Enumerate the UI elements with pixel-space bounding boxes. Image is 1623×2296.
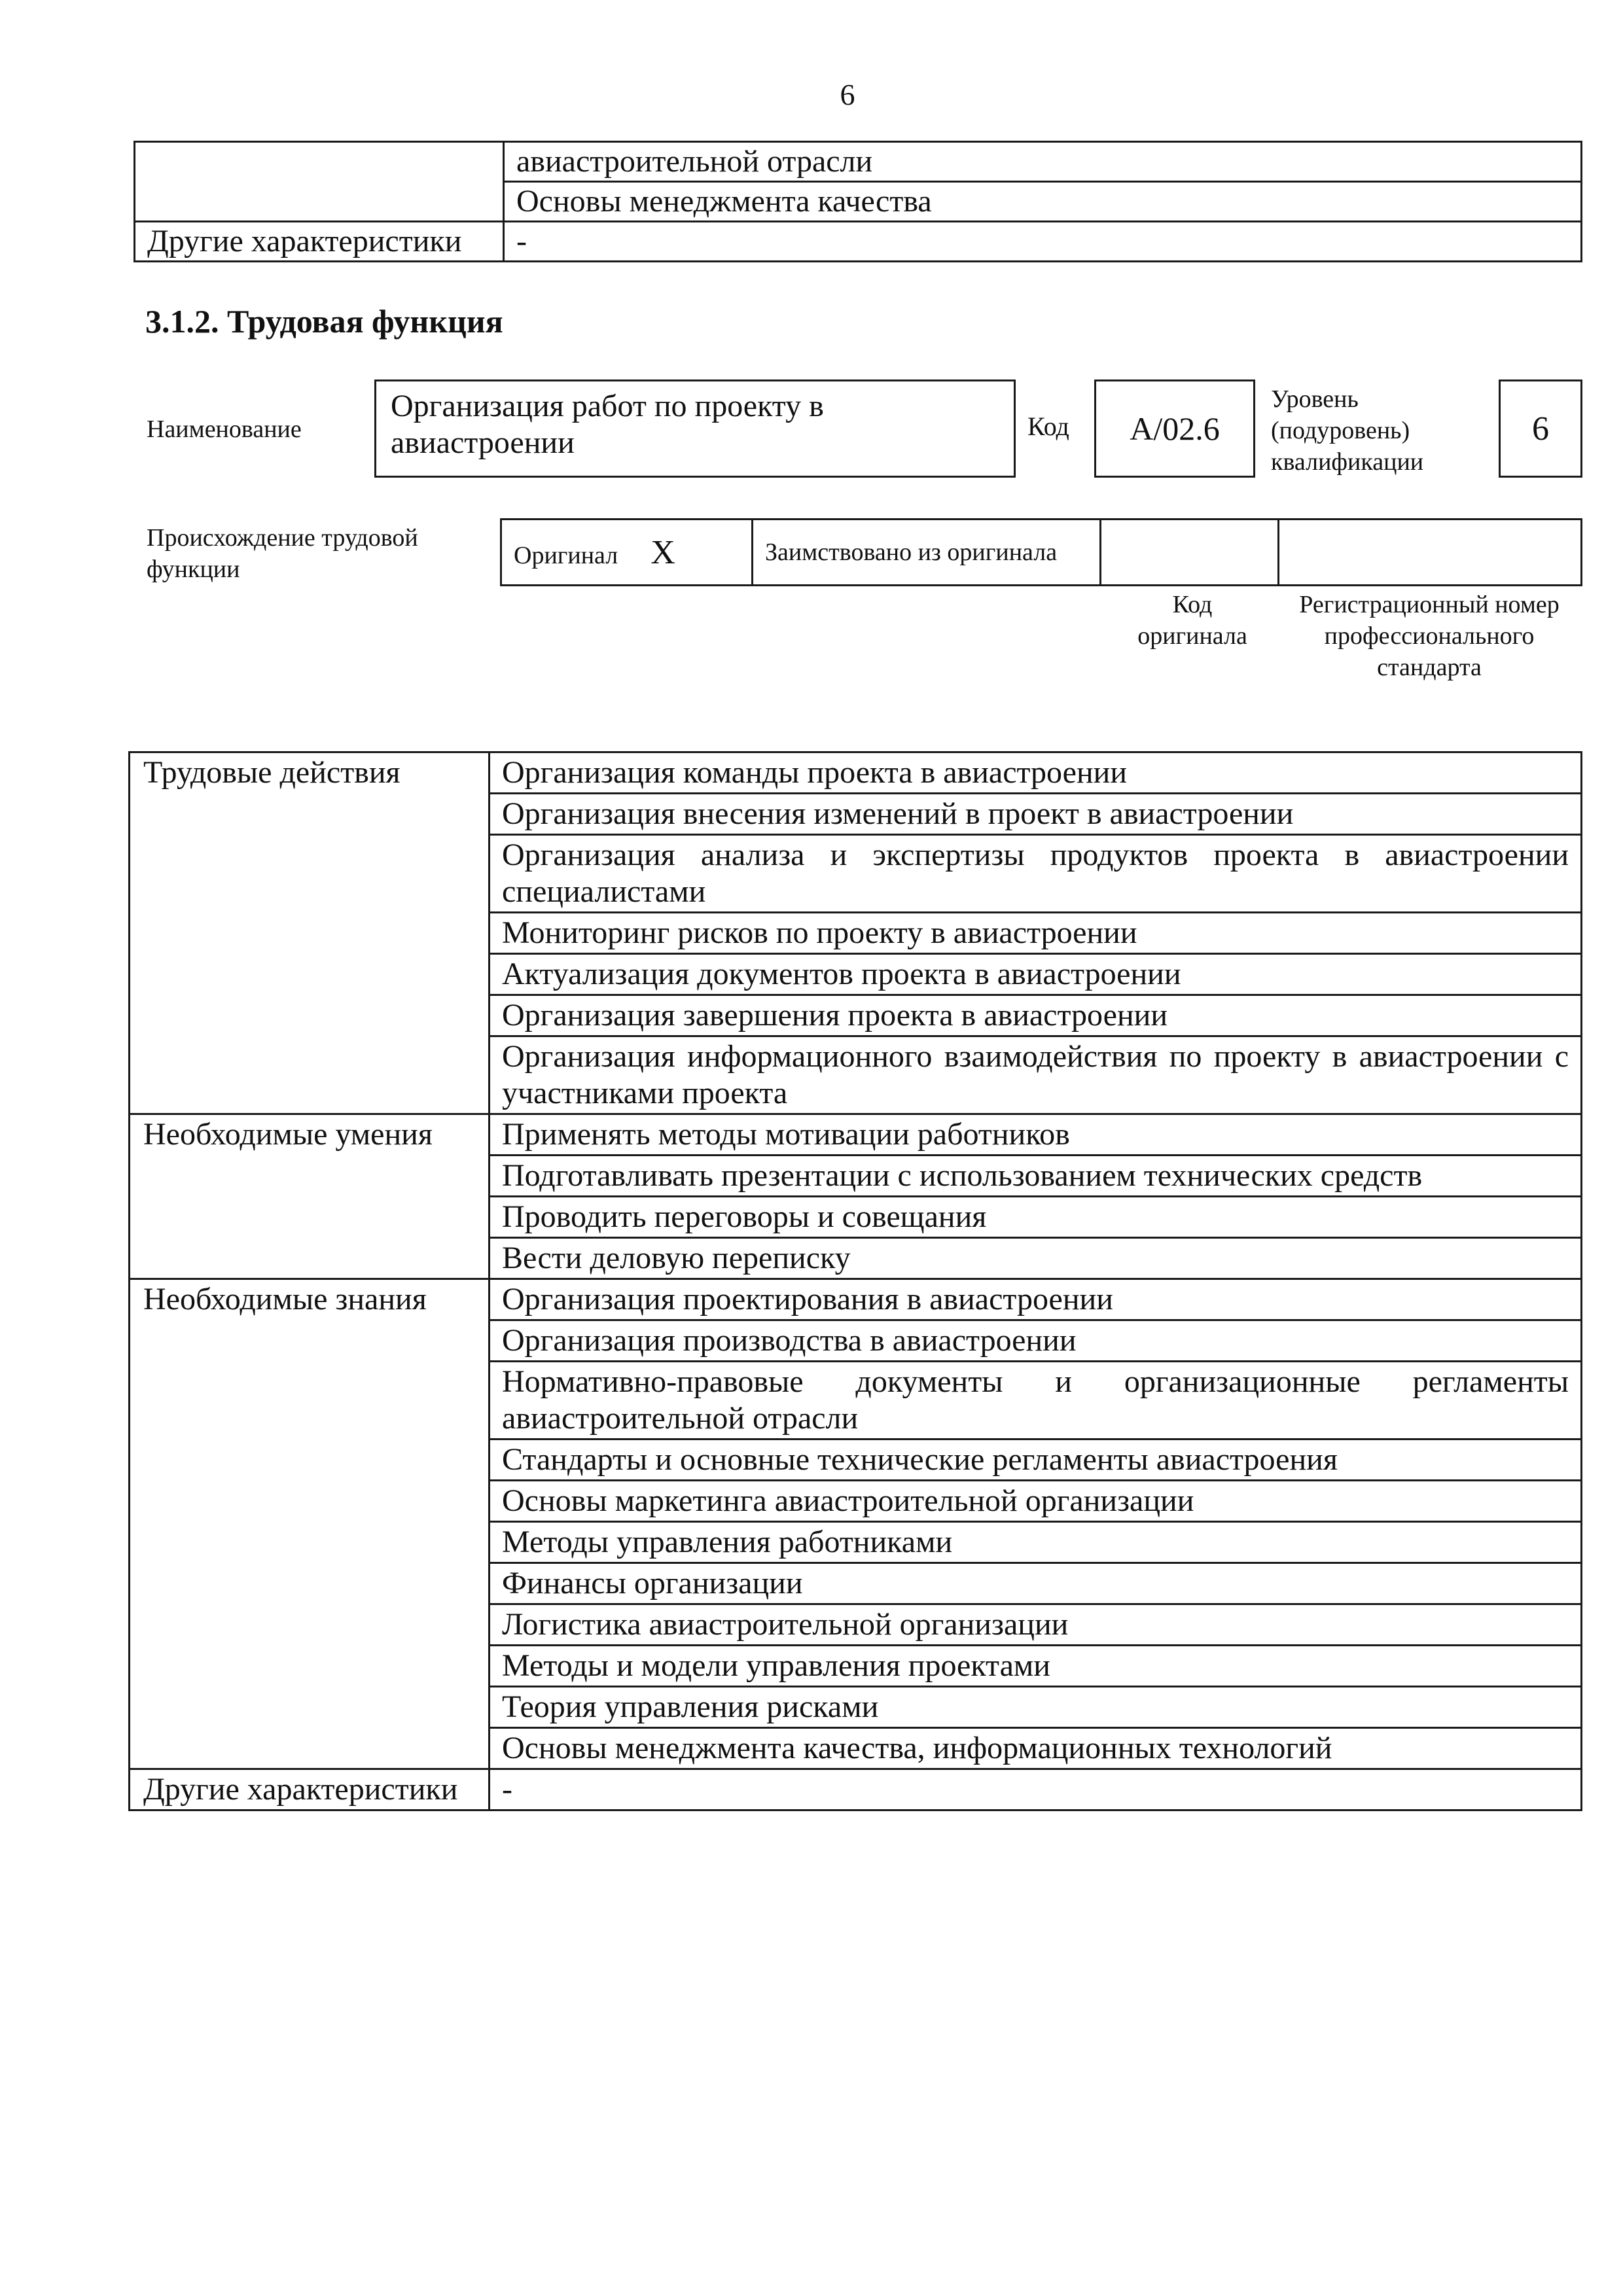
registration-number-caption: Регистрационный номер профессионального стандарта <box>1299 591 1560 681</box>
group-item: Актуализация документов проекта в авиастроении <box>490 954 1582 995</box>
group-item: Вести деловую переписку <box>490 1238 1582 1279</box>
main-table-body <box>130 752 1582 1810</box>
other-characteristics-label: Другие характеристики <box>130 1769 490 1810</box>
group-label: Необходимые умения <box>130 1114 490 1279</box>
origin-label: Происхождение трудовой функции <box>147 524 418 583</box>
table-row <box>130 1114 1582 1156</box>
other-characteristics-label: Другие характеристики <box>135 222 504 262</box>
group-item: Основы менеджмента качества, информационных технологий <box>490 1728 1582 1769</box>
table-row <box>135 142 1582 182</box>
continuation-table <box>134 141 1582 262</box>
function-code-box: A/02.6 <box>1094 380 1255 478</box>
table-row <box>130 1769 1582 1810</box>
group-item: Организация команды проекта в авиастроении <box>490 752 1582 794</box>
group-item: Теория управления рисками <box>490 1687 1582 1728</box>
code-label: Код <box>1027 412 1069 441</box>
group-item: Мониторинг рисков по проекту в авиастроении <box>490 913 1582 954</box>
group-item: Основы маркетинга авиастроительной организации <box>490 1481 1582 1522</box>
group-item: Логистика авиастроительной организации <box>490 1604 1582 1646</box>
original-label: Оригинал <box>514 541 618 569</box>
section-heading: 3.1.2. Трудовая функция <box>145 303 503 340</box>
group-item: Подготавливать презентации с использованием технических средств <box>490 1156 1582 1197</box>
table-row <box>501 520 1582 586</box>
other-characteristics-value: - <box>504 222 1582 262</box>
table-row <box>130 1279 1582 1320</box>
group-item: Проводить переговоры и совещания <box>490 1197 1582 1238</box>
original-mark: X <box>651 533 675 571</box>
group-item: Организация завершения проекта в авиастроении <box>490 995 1582 1036</box>
group-item: Организация анализа и экспертизы продуктов проекта в авиастроении специалистами <box>490 835 1582 913</box>
original-code-cell <box>1101 520 1279 586</box>
function-name-box: Организация работ по проекту в авиастроении <box>374 380 1016 478</box>
page-number: 6 <box>840 78 855 111</box>
group-label: Трудовые действия <box>130 752 490 1114</box>
qualification-level-label: Уровень (подуровень) квалификации <box>1271 385 1424 476</box>
group-item: Организация производства в авиастроении <box>490 1320 1582 1362</box>
original-cell <box>501 520 753 586</box>
origin-table <box>500 518 1582 586</box>
empty-label-cell <box>135 142 504 222</box>
group-item: Организация внесения изменений в проект в авиастроении <box>490 794 1582 835</box>
qualification-level-box: 6 <box>1499 380 1582 478</box>
continuation-item: авиастроительной отрасли <box>504 142 1582 182</box>
other-characteristics-value: - <box>490 1769 1582 1810</box>
group-item: Методы и модели управления проектами <box>490 1646 1582 1687</box>
group-item: Финансы организации <box>490 1563 1582 1604</box>
group-item: Организация информационного взаимодействия по проекту в авиастроении с участниками проекта <box>490 1036 1582 1114</box>
group-item: Методы управления работниками <box>490 1522 1582 1563</box>
group-item: Организация проектирования в авиастроении <box>490 1279 1582 1320</box>
group-item: Применять методы мотивации работников <box>490 1114 1582 1156</box>
group-item: Стандарты и основные технические регламенты авиастроения <box>490 1439 1582 1481</box>
group-label: Необходимые знания <box>130 1279 490 1769</box>
registration-number-cell <box>1279 520 1582 586</box>
table-row <box>130 752 1582 794</box>
function-details-table <box>128 751 1582 1811</box>
borrowed-label: Заимствовано из оригинала <box>753 520 1101 586</box>
name-label: Наименование <box>147 415 302 443</box>
table-row <box>135 222 1582 262</box>
group-item: Нормативно-правовые документы и организационные регламенты авиастроительной отрасли <box>490 1362 1582 1439</box>
original-code-caption: Код оригинала <box>1137 591 1247 650</box>
continuation-item: Основы менеджмента качества <box>504 182 1582 222</box>
